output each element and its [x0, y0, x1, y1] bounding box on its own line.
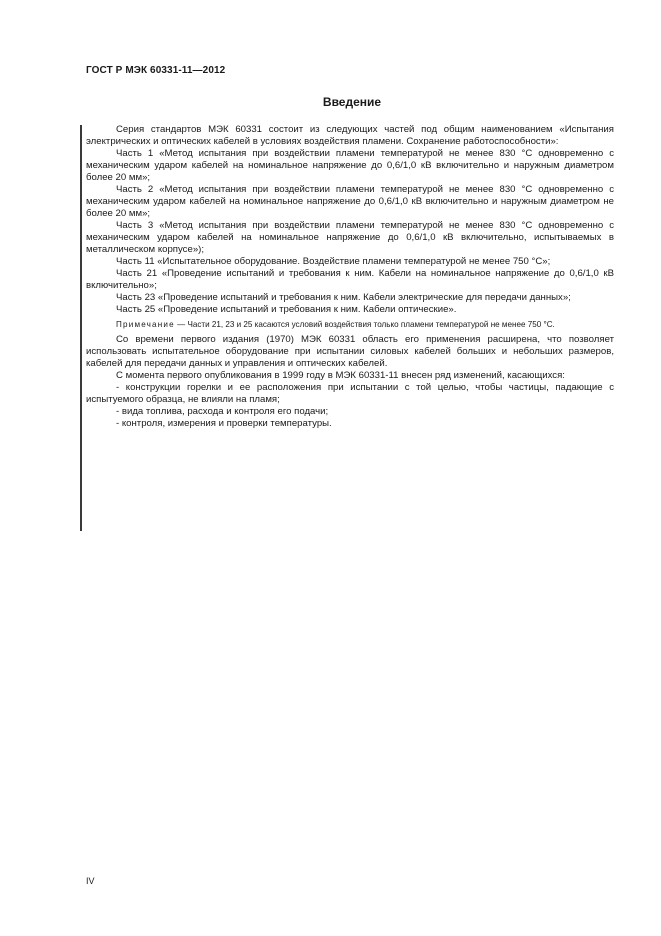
page-number: IV: [86, 876, 95, 886]
list-item-fuel: - вида топлива, расхода и контроля его подачи;: [116, 406, 329, 417]
list-item-temperature: - контроля, измерения и проверки температуры.: [116, 418, 332, 429]
section-title: Введение: [322, 95, 382, 109]
note-label: Примечание: [116, 320, 175, 329]
paragraph-part-11: Часть 11 «Испытательное оборудование. Воздействие пламени температурой не менее 750 °С»;: [116, 256, 551, 267]
paragraph-part-2: Часть 2 «Метод испытания при воздействии пламени температурой не менее 830 °С одновременно с механическим ударом кабелей на номинальное напряжение до 0,6/1,0 кВ включительно и наружным диаметром не более 20 мм»;: [86, 184, 614, 219]
note-text: — Части 21, 23 и 25 касаются условий воздействия только пламени температурой не менее 750 °С.: [174, 320, 555, 329]
paragraph-changes: С момента первого опубликования в 1999 году в МЭК 60331-11 внесен ряд изменений, касающихся:: [116, 370, 565, 381]
paragraph-part-3: Часть 3 «Метод испытания при воздействии пламени температурой не менее 830 °С одновременно с механическим ударом кабелей на номинальное напряжение до 0,6/1,0 кВ включительно, испытываемых в металлическом корпусе»);: [86, 220, 614, 255]
paragraph-intro: Серия стандартов МЭК 60331 состоит из следующих частей под общим наименованием «Испытания электрических и оптических кабелей в условиях воздействия пламени. Сохранение работоспособности»:: [86, 124, 614, 147]
paragraph-scope: Со времени первого издания (1970) МЭК 60331 область его применения расширена, что позволяет использовать испытательное оборудование при испытании силовых кабелей больших и небольших размеров, кабелей для передачи данных и управления и оптических кабелей.: [86, 334, 614, 369]
paragraph-part-23: Часть 23 «Проведение испытаний и требования к ним. Кабели электрические для передачи данных»;: [116, 292, 571, 303]
note: [86, 319, 614, 330]
list-item-burner: - конструкции горелки и ее расположения при испытании с той целью, чтобы частицы, падающие с испытуемого образца, не влияли на пламя;: [86, 382, 614, 405]
paragraph-part-25: Часть 25 «Проведение испытаний и требования к ним. Кабели оптические».: [116, 304, 457, 315]
paragraph-part-21: Часть 21 «Проведение испытаний и требования к ним. Кабели на номинальное напряжение до 0,6/1,0 кВ включительно»;: [86, 268, 614, 291]
paragraph-part-1: Часть 1 «Метод испытания при воздействии пламени температурой не менее 830 °С одновременно с механическим ударом кабелей на номинальное напряжение до 0,6/1,0 кВ включительно и наружным диаметром более 20 мм»;: [86, 148, 614, 183]
change-bar: [80, 125, 82, 531]
document-id: ГОСТ Р МЭК 60331-11—2012: [86, 65, 226, 76]
body-text: [86, 124, 614, 430]
